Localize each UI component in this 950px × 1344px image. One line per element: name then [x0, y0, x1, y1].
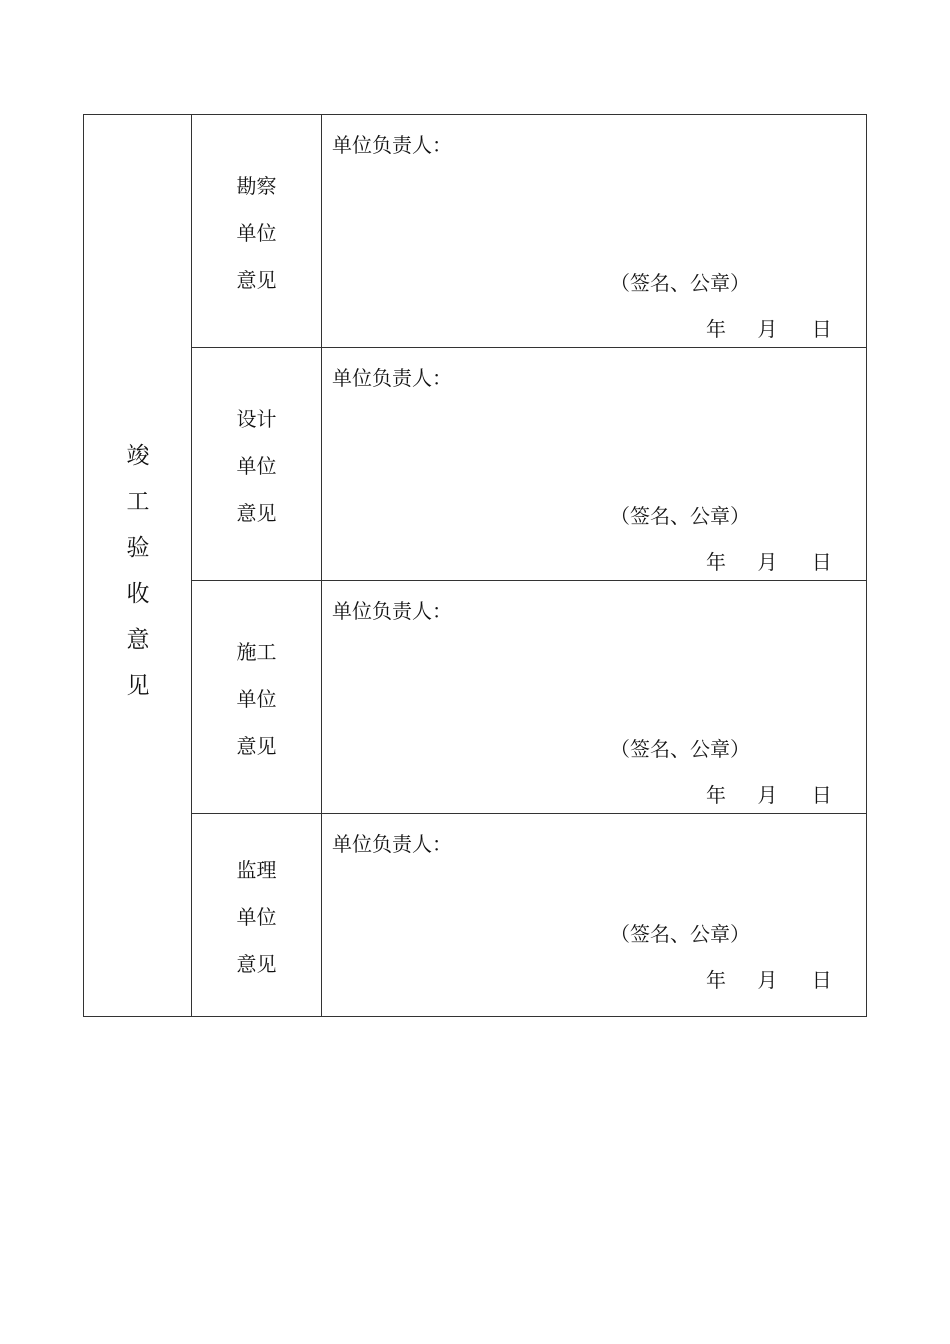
- acceptance-opinion-table: [83, 114, 867, 1017]
- supervision-unit-row: [192, 814, 866, 1016]
- date-year-label: 年: [706, 317, 726, 341]
- supervision-unit-opinion-field[interactable]: [322, 814, 866, 1016]
- date-day-label: 日: [811, 783, 832, 807]
- section-title-cell: [84, 115, 192, 1016]
- label-line: 意见: [236, 268, 277, 292]
- supervision-unit-label-cell: [192, 814, 322, 1016]
- survey-unit-opinion-field[interactable]: [322, 115, 866, 347]
- date-line: [706, 313, 832, 342]
- section-title: [84, 433, 192, 709]
- design-unit-opinion-field[interactable]: [322, 348, 866, 580]
- signature-seal-note: （签名、公章）: [610, 737, 750, 761]
- label-line: 设计: [236, 407, 277, 431]
- label-line: 单位: [236, 905, 277, 929]
- label-line: 单位: [236, 454, 277, 478]
- design-unit-label-cell: [192, 348, 322, 580]
- date-day-label: 日: [811, 550, 832, 574]
- survey-unit-row: [192, 115, 866, 348]
- responsible-person-label: 单位负责人：: [332, 832, 452, 856]
- construction-unit-label-cell: [192, 581, 322, 813]
- design-unit-row: [192, 348, 866, 581]
- responsible-person-label: 单位负责人：: [332, 599, 452, 623]
- section-title-char: 工: [126, 489, 150, 515]
- survey-unit-label: [192, 163, 321, 304]
- supervision-unit-label: [192, 847, 321, 988]
- date-day-label: 日: [811, 317, 832, 341]
- date-year-label: 年: [706, 550, 726, 574]
- date-year-label: 年: [706, 783, 726, 807]
- label-line: 勘察: [236, 174, 277, 198]
- section-title-char: 意: [126, 627, 150, 653]
- label-line: 单位: [236, 687, 277, 711]
- section-title-char: 见: [126, 673, 150, 699]
- label-line: 意见: [236, 734, 277, 758]
- date-month-label: 月: [757, 968, 778, 992]
- construction-unit-opinion-field[interactable]: [322, 581, 866, 813]
- date-year-label: 年: [706, 968, 726, 992]
- date-day-label: 日: [811, 968, 832, 992]
- date-line: [706, 546, 832, 575]
- responsible-person-label: 单位负责人：: [332, 133, 452, 157]
- signature-seal-note: （签名、公章）: [610, 271, 750, 295]
- date-month-label: 月: [757, 550, 778, 574]
- signature-seal-note: （签名、公章）: [610, 504, 750, 528]
- construction-unit-label: [192, 629, 321, 770]
- date-month-label: 月: [757, 317, 778, 341]
- construction-unit-row: [192, 581, 866, 814]
- section-title-char: 验: [126, 535, 150, 561]
- section-title-char: 收: [126, 581, 150, 607]
- signature-seal-note: （签名、公章）: [610, 922, 750, 946]
- label-line: 意见: [236, 952, 277, 976]
- label-line: 监理: [236, 858, 277, 882]
- section-title-char: 竣: [126, 443, 150, 469]
- date-month-label: 月: [757, 783, 778, 807]
- date-line: [706, 964, 832, 993]
- design-unit-label: [192, 396, 321, 537]
- responsible-person-label: 单位负责人：: [332, 366, 452, 390]
- survey-unit-label-cell: [192, 115, 322, 347]
- label-line: 施工: [236, 640, 277, 664]
- label-line: 单位: [236, 221, 277, 245]
- date-line: [706, 779, 832, 808]
- label-line: 意见: [236, 501, 277, 525]
